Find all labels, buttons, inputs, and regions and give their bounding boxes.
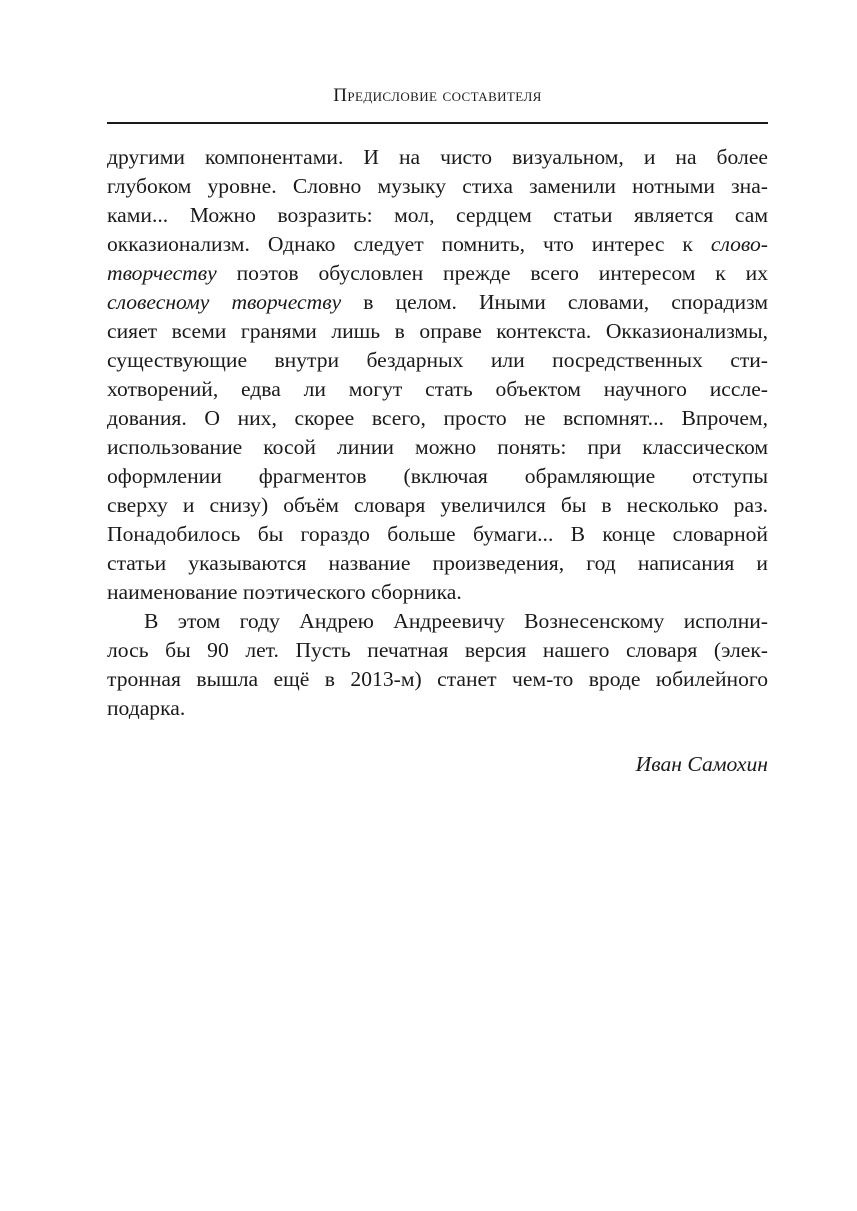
text-line (107, 172, 768, 201)
italic-text: слово- (710, 232, 768, 256)
text-run: ками... Можно возразить: мол, сердцем статьи является сам (107, 203, 768, 227)
paragraph-2 (107, 607, 768, 723)
text-run: тронная вышла ещё в 2013-м) станет чем-то вроде юбилейного (107, 667, 768, 691)
text-run: глубоком уровне. Словно музыку стиха заменили нотными зна- (107, 174, 768, 198)
text-run: лось бы 90 лет. Пусть печатная версия нашего словаря (элек- (107, 638, 768, 662)
body-text (107, 143, 768, 723)
italic-text: словесному творчеству (107, 290, 342, 314)
text-line (107, 288, 768, 317)
text-line (107, 317, 768, 346)
text-line (107, 665, 768, 694)
text-line (107, 491, 768, 520)
text-run: статьи указываются название произведения, год написания и (107, 551, 768, 575)
text-run: В этом году Андрею Андреевичу Вознесенскому исполни- (144, 609, 768, 633)
text-line (107, 520, 768, 549)
italic-text: творчеству (107, 261, 217, 285)
header-rule (107, 122, 768, 124)
text-run: окказионализм. Однако следует помнить, что интерес к (107, 232, 711, 256)
text-run: существующие внутри бездарных или посредственных сти- (107, 348, 768, 372)
text-line (107, 143, 768, 172)
text-run: наименование поэтического сборника. (107, 580, 462, 604)
text-run: в целом. Иными словами, спорадизм (341, 290, 768, 314)
text-line (107, 607, 768, 636)
text-line (107, 549, 768, 578)
text-line (107, 259, 768, 288)
text-run: подарка. (107, 696, 186, 720)
text-line (107, 694, 768, 723)
text-run: дования. О них, скорее всего, просто не вспомнят... Впрочем, (107, 406, 768, 430)
paragraph-1 (107, 143, 768, 607)
text-run: Понадобилось бы гораздо больше бумаги... В конце словарной (107, 522, 768, 546)
text-line (107, 230, 768, 259)
text-line (107, 375, 768, 404)
text-line (107, 201, 768, 230)
text-run: хотворений, едва ли могут стать объектом научного иссле- (107, 377, 768, 401)
running-head: Предисловие составителя (333, 85, 542, 106)
text-line (107, 433, 768, 462)
text-run: использование косой линии можно понять: при классическом (107, 435, 768, 459)
author-signature: Иван Самохин (635, 752, 768, 776)
text-line (107, 578, 768, 607)
text-line (107, 404, 768, 433)
text-run: сверху и снизу) объём словаря увеличился бы в несколько раз. (107, 493, 768, 517)
text-line (107, 636, 768, 665)
text-line (107, 346, 768, 375)
text-run: другими компонентами. И на чисто визуальном, и на более (107, 145, 768, 169)
text-run: сияет всеми гранями лишь в оправе контекста. Окказионализмы, (107, 319, 768, 343)
text-run: оформлении фрагментов (включая обрамляющие отступы (107, 464, 768, 488)
text-line (107, 462, 768, 491)
text-run: поэтов обусловлен прежде всего интересом к их (216, 261, 768, 285)
